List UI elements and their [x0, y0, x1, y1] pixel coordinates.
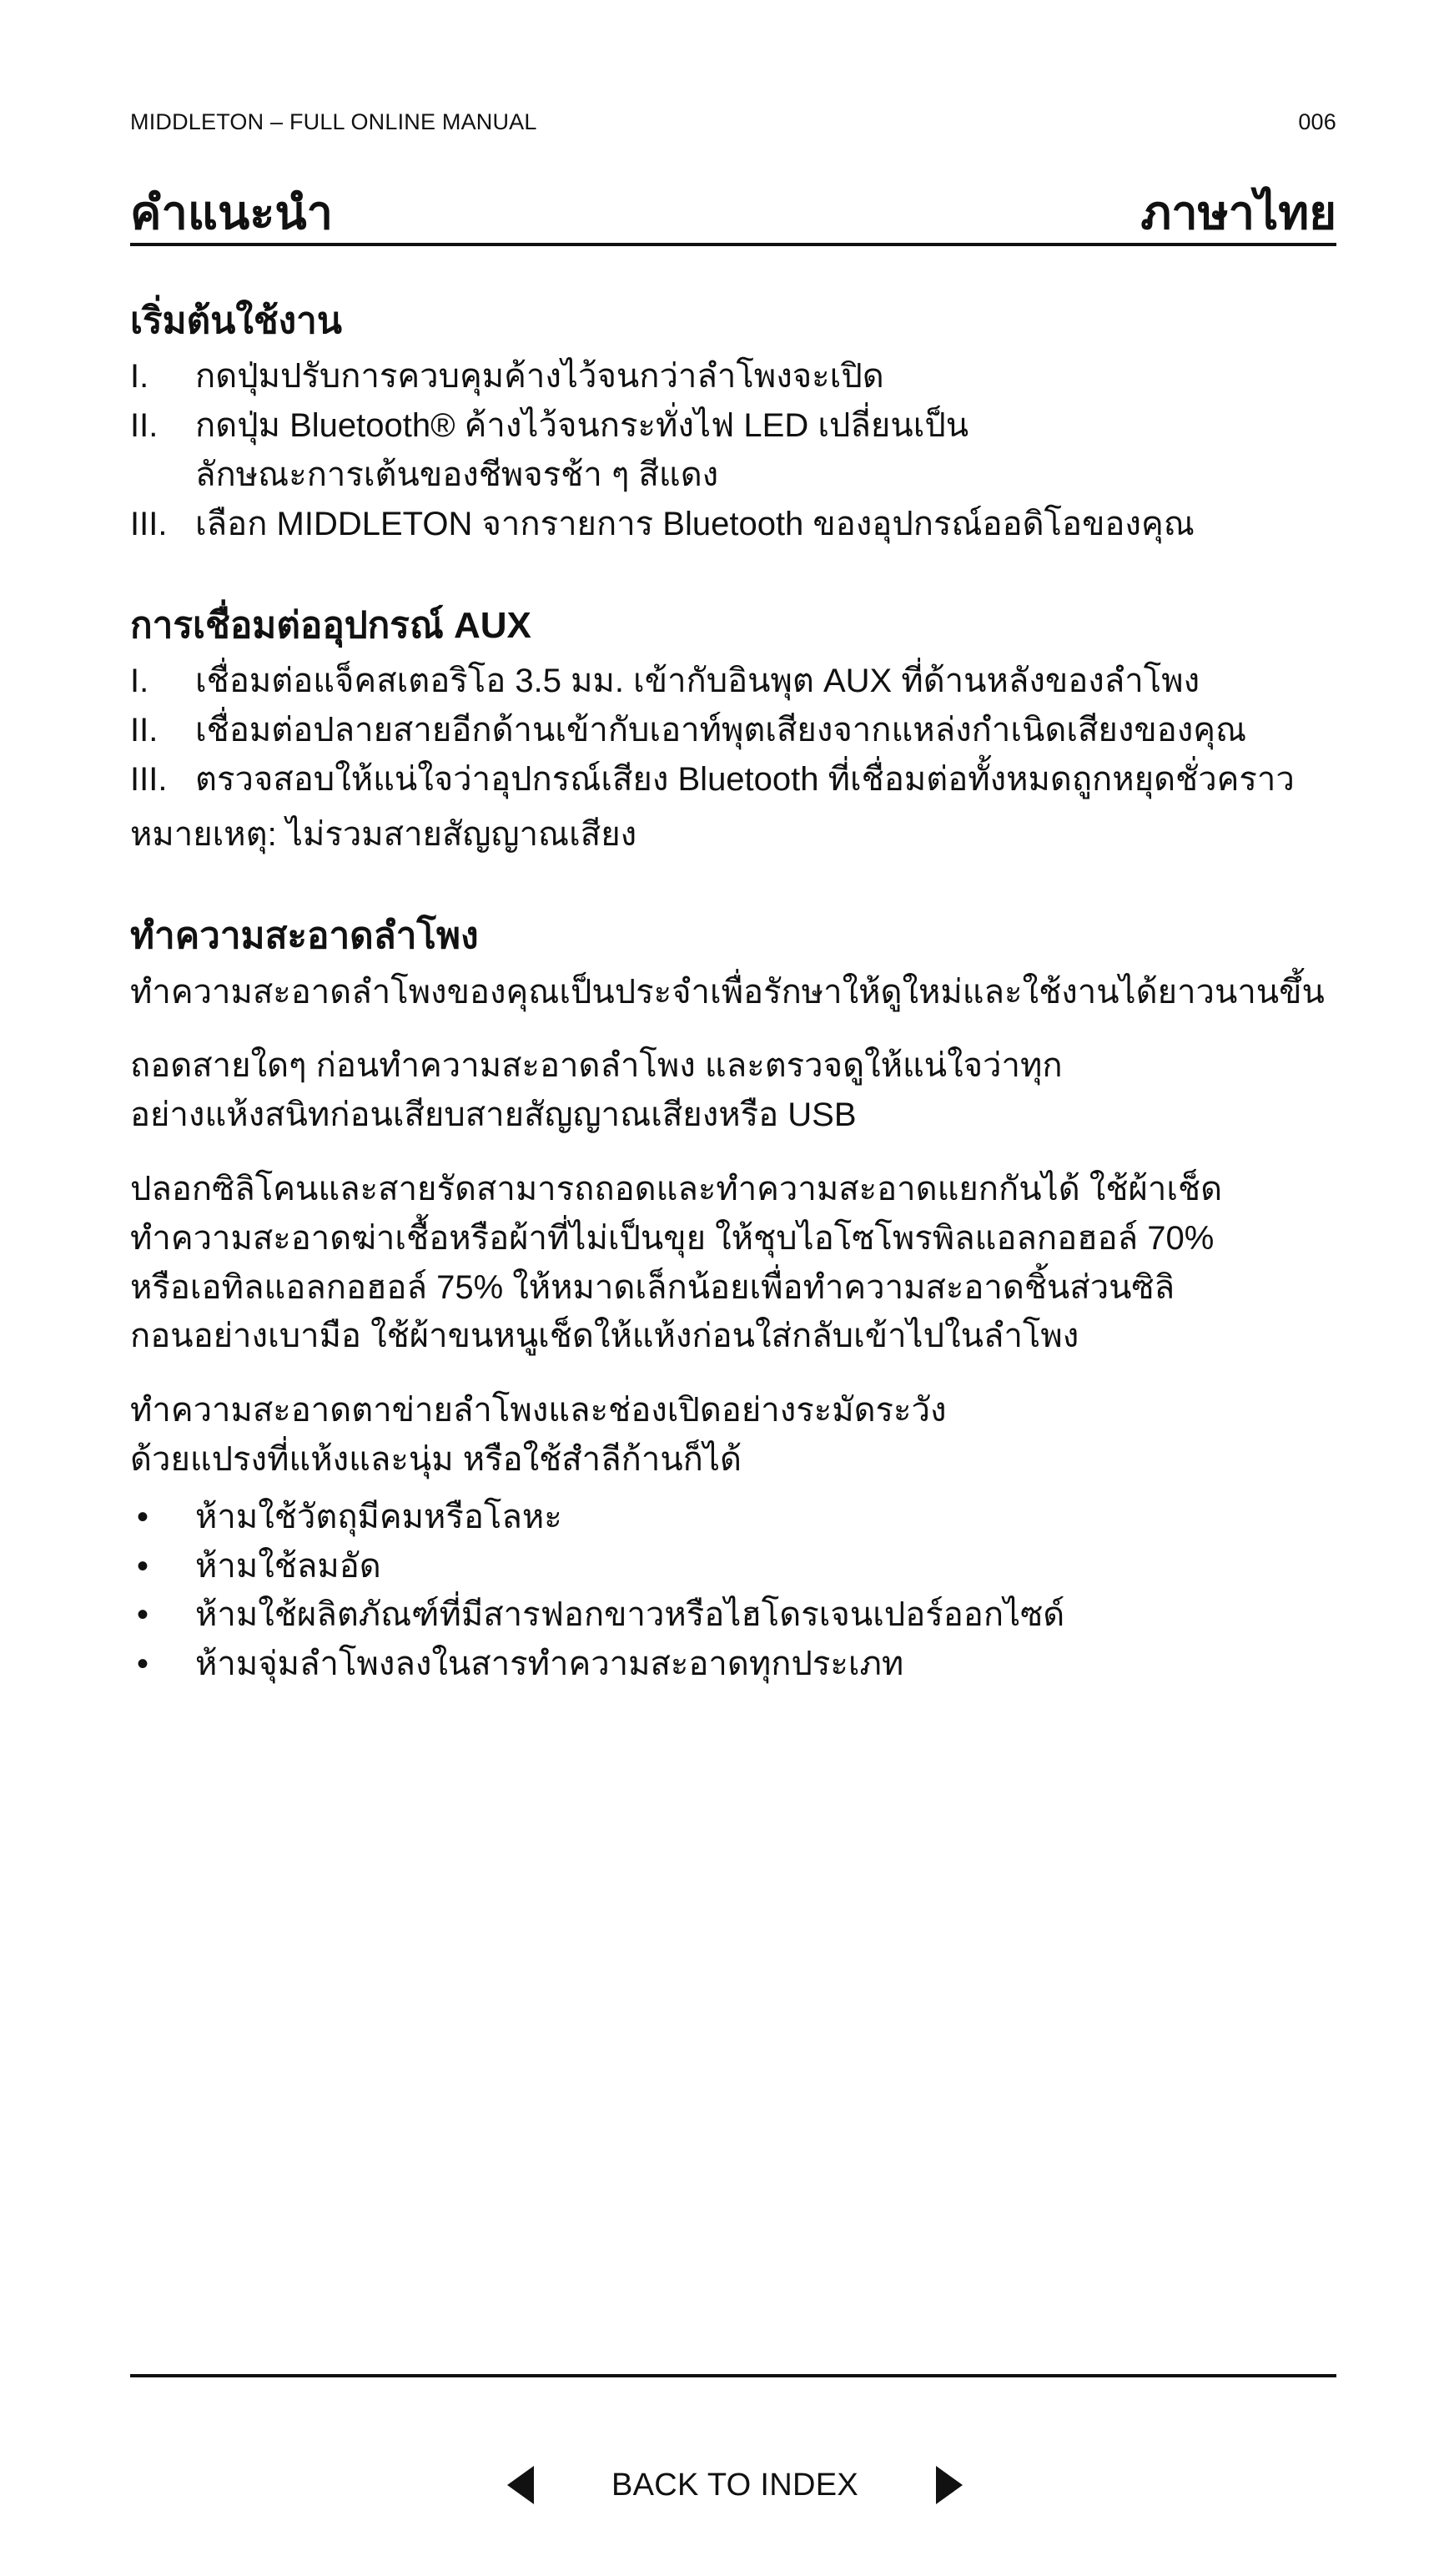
- bullet-icon: •: [137, 1498, 149, 1535]
- text-line: อย่างแห้งสนิทก่อนเสียบสายสัญญาณเสียงหรือ USB: [130, 1096, 857, 1134]
- footer-navigation: [130, 2462, 1336, 2512]
- text-line: เลือก MIDDLETON จากรายการ Bluetooth ของอุปกรณ์ออดิโอของคุณ: [195, 505, 1195, 542]
- text-line: เชื่อมต่อแจ็คสเตอริโอ 3.5 มม. เข้ากับอินพุต AUX ที่ด้านหลังของลำโพง: [195, 662, 1200, 699]
- step-text: [195, 352, 1336, 401]
- footer-divider: [130, 2374, 1336, 2377]
- section-heading: เริ่มต้นใช้งาน: [130, 300, 342, 341]
- bullet-icon: •: [137, 1547, 149, 1585]
- text-line: หรือเอทิลแอลกอฮอล์ 75% ให้หมาดเล็กน้อยเพื่อทำความสะอาดชิ้นส่วนซิลิ: [130, 1268, 1175, 1306]
- list-item: [130, 1542, 1336, 1591]
- page-number: 006: [1298, 108, 1336, 134]
- text-line: ตรวจสอบให้แน่ใจว่าอุปกรณ์เสียง Bluetooth ที่เชื่อมต่อทั้งหมดถูกหยุดชั่วคราว: [195, 760, 1295, 798]
- step-text: [195, 401, 1336, 500]
- step-text: [195, 706, 1336, 755]
- step-text: [195, 657, 1336, 706]
- list-item: [130, 1590, 1336, 1640]
- running-header: [130, 107, 1336, 137]
- section-heading: การเชื่อมต่ออุปกรณ์ AUX: [130, 604, 531, 646]
- text-line: ถอดสายใดๆ ก่อนทำความสะอาดลำโพง และตรวจดูให้แน่ใจว่าทุก: [130, 1047, 1063, 1085]
- list-item: [130, 1493, 1336, 1542]
- bullet-text: ห้ามใช้วัตถุมีคมหรือโลหะ: [195, 1498, 562, 1535]
- step-number: III.: [130, 760, 168, 798]
- paragraph: [130, 1165, 1336, 1361]
- document-title: MIDDLETON – FULL ONLINE MANUAL: [130, 108, 537, 134]
- steps-list: [130, 657, 1336, 804]
- step-number: II.: [130, 407, 158, 445]
- section-getting-started: [130, 296, 1336, 549]
- bullet-text: ห้ามจุ่มลำโพงลงในสารทำความสะอาดทุกประเภท: [195, 1646, 904, 1683]
- paragraph: [130, 968, 1336, 1017]
- section-heading: ทำความสะอาดลำโพง: [130, 915, 479, 957]
- header-divider: [130, 243, 1336, 246]
- text-line: ทำความสะอาดตาข่ายลำโพงและช่องเปิดอย่างระมัดระวัง: [130, 1392, 947, 1429]
- list-item: [130, 1640, 1336, 1689]
- bullet-icon: •: [137, 1646, 149, 1683]
- paragraph: [130, 1041, 1336, 1140]
- back-to-index-link[interactable]: BACK TO INDEX: [611, 2468, 859, 2503]
- paragraph: [130, 1386, 1336, 1485]
- list-item: [130, 500, 1336, 549]
- list-item: [130, 755, 1336, 804]
- bullet-icon: •: [137, 1596, 149, 1634]
- text-line: ปลอกซิลิโคนและสายรัดสามารถถอดและทำความสะอาดแยกกันได้ ใช้ผ้าเช็ด: [130, 1170, 1223, 1207]
- section-aux: [130, 601, 1336, 860]
- text-line: ด้วยแปรงที่แห้งและนุ่ม หรือใช้สำลีก้านก็ได้: [130, 1440, 742, 1478]
- triangle-right-icon: [936, 2466, 963, 2504]
- page-header: [130, 164, 1336, 239]
- language-label: ภาษาไทย: [1140, 186, 1336, 239]
- list-item: [130, 706, 1336, 755]
- text-line: กอนอย่างเบามือ ใช้ผ้าขนหนูเช็ดให้แห้งก่อนใส่กลับเข้าไปในลำโพง: [130, 1318, 1079, 1355]
- step-text: [195, 500, 1336, 549]
- text-line: กดปุ่ม Bluetooth® ค้างไว้จนกระทั่งไฟ LED เปลี่ยนเป็น: [195, 407, 969, 445]
- steps-list: [130, 352, 1336, 548]
- step-number: III.: [130, 505, 168, 542]
- page-title: คำแนะนำ: [130, 186, 334, 239]
- step-text: [195, 755, 1336, 804]
- bullet-text: ห้ามใช้ผลิตภัณฑ์ที่มีสารฟอกขาวหรือไฮโดรเจนเปอร์ออกไซด์: [195, 1596, 1065, 1634]
- list-item: [130, 657, 1336, 706]
- note-text: หมายเหตุ: ไม่รวมสายสัญญาณเสียง: [130, 816, 637, 854]
- step-number: I.: [130, 358, 149, 396]
- triangle-left-icon: [507, 2466, 534, 2504]
- text-line: ลักษณะการเต้นของชีพจรช้า ๆ สีแดง: [195, 456, 719, 493]
- section-cleaning: [130, 911, 1336, 1689]
- next-page-button[interactable]: [936, 2466, 963, 2504]
- previous-page-button[interactable]: [507, 2466, 534, 2504]
- list-item: [130, 352, 1336, 401]
- text-line: เชื่อมต่อปลายสายอีกด้านเข้ากับเอาท์พุตเสียงจากแหล่งกำเนิดเสียงของคุณ: [195, 711, 1247, 749]
- list-item: [130, 401, 1336, 500]
- text-line: กดปุ่มปรับการควบคุมค้างไว้จนกว่าลำโพงจะเปิด: [195, 358, 884, 396]
- manual-page: [130, 0, 1336, 2576]
- bullet-text: ห้ามใช้ลมอัด: [195, 1547, 381, 1585]
- step-number: II.: [130, 711, 158, 749]
- text-line: ทำความสะอาดฆ่าเชื้อหรือผ้าที่ไม่เป็นขุย ให้ชุบไอโซโพรพิลแอลกอฮอล์ 70%: [130, 1219, 1215, 1257]
- warnings-list: [130, 1493, 1336, 1689]
- content: [130, 296, 1336, 1689]
- step-number: I.: [130, 662, 149, 699]
- text-line: ทำความสะอาดลำโพงของคุณเป็นประจำเพื่อรักษาให้ดูใหม่และใช้งานได้ยาวนานขึ้น: [130, 973, 1325, 1011]
